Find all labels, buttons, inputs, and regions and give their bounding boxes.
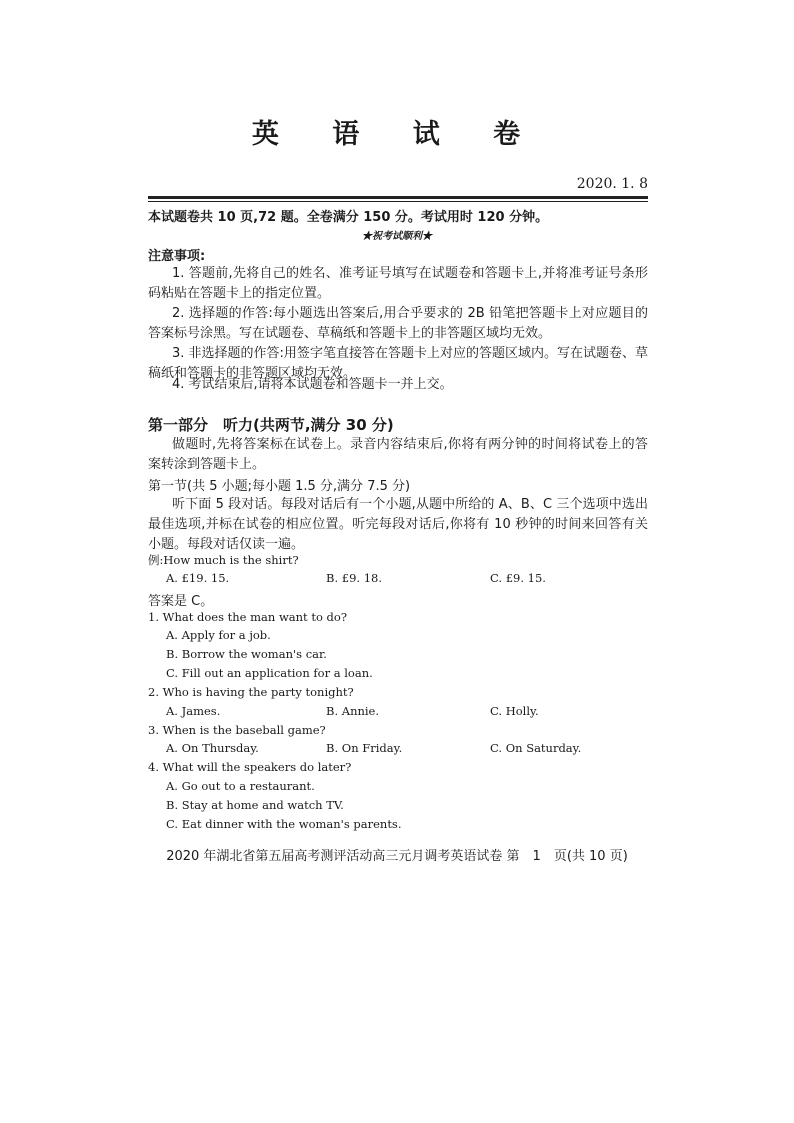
note-item-4: 4. 考试结束后,请将本试题卷和答题卡一并上交。 xyxy=(172,377,453,392)
question-1-option-a: A. Apply for a job. xyxy=(166,628,271,642)
question-1-option-b: B. Borrow the woman's car. xyxy=(166,647,327,661)
question-3-option-b: B. On Friday. xyxy=(326,741,403,755)
example-question: 例:How much is the shirt? xyxy=(148,553,299,567)
page-title: 英 语 试 卷 xyxy=(251,119,543,150)
question-1: 1. What does the man want to do? xyxy=(148,610,347,624)
note-item-2: 2. 选择题的作答:每小题选出答案后,用合乎要求的 2B 铅笔把答题卡上对应题目的答案标号涂黑。写在试题卷、草稿纸和答题卡上的非答题区域均无效。 xyxy=(148,306,648,341)
question-3: 3. When is the baseball game? xyxy=(148,723,326,737)
exam-date: 2020. 1. 8 xyxy=(576,176,648,192)
example-option-b: B. £9. 18. xyxy=(326,571,382,585)
question-1-option-c: C. Fill out an application for a loan. xyxy=(166,666,373,680)
example-option-c: C. £9. 15. xyxy=(490,571,546,585)
section1-heading: 第一节(共 5 小题;每小题 1.5 分,满分 7.5 分) xyxy=(148,479,411,494)
part1-heading: 第一部分 听力(共两节,满分 30 分) xyxy=(148,416,394,434)
header-rule-thick xyxy=(148,196,648,199)
notes-heading: 注意事项: xyxy=(148,249,206,264)
header-rule-thin xyxy=(148,201,648,202)
part1-intro: 做题时,先将答案标在试卷上。录音内容结束后,你将有两分钟的时间将试卷上的答案转涂到答题卡上。 xyxy=(148,437,648,472)
question-4: 4. What will the speakers do later? xyxy=(148,760,352,774)
question-2-option-c: C. Holly. xyxy=(490,704,539,718)
example-answer: 答案是 C。 xyxy=(148,594,214,609)
question-2-option-a: A. James. xyxy=(166,704,221,718)
question-2-option-b: B. Annie. xyxy=(326,704,380,718)
question-3-option-a: A. On Thursday. xyxy=(166,741,259,755)
note-item-1: 1. 答题前,先将自己的姓名、准考证号填写在试题卷和答题卡上,并将准考证号条形码粘贴在答题卡上的指定位置。 xyxy=(148,266,648,301)
example-option-a: A. £19. 15. xyxy=(166,571,230,585)
page-footer: 2020 年湖北省第五届高考测评活动高三元月调考英语试卷 第 1 页(共 10 页) xyxy=(166,849,628,864)
section1-intro: 听下面 5 段对话。每段对话后有一个小题,从题中所给的 A、B、C 三个选项中选出最佳选项,并标在试卷的相应位置。听完每段对话后,你将有 10 秒钟的时间来回答有关小题。每段对话仅读一遍。 xyxy=(148,497,648,552)
question-2: 2. Who is having the party tonight? xyxy=(148,685,354,699)
question-4-option-c: C. Eat dinner with the woman's parents. xyxy=(166,817,402,831)
question-4-option-b: B. Stay at home and watch TV. xyxy=(166,798,344,812)
good-luck-note: ★祝考试顺利★ xyxy=(362,231,432,242)
note-item-3: 3. 非选择题的作答:用签字笔直接答在答题卡上对应的答题区域内。写在试题卷、草稿纸和答题卡的非答题区域均无效。 xyxy=(148,346,648,381)
exam-summary: 本试题卷共 10 页,72 题。全卷满分 150 分。考试用时 120 分钟。 xyxy=(148,210,549,225)
question-3-option-c: C. On Saturday. xyxy=(490,741,582,755)
question-4-option-a: A. Go out to a restaurant. xyxy=(166,779,315,793)
